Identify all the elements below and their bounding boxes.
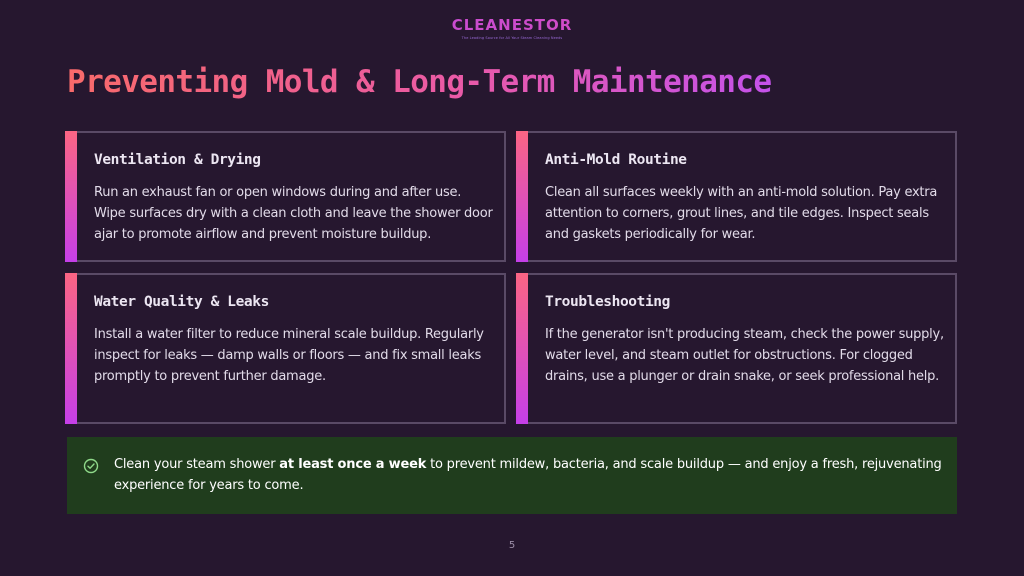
card-accent-bar	[516, 131, 528, 262]
card-ventilation	[65, 131, 506, 262]
card-accent-bar	[65, 131, 77, 262]
card-body: If the generator isn't producing steam, check the power supply, water level, and steam outlet for obstructions. For clogged drains, use a plunger or drain snake, or seek professional help.	[545, 327, 944, 384]
callout-emphasis: at least once a week	[279, 457, 427, 472]
tip-callout	[67, 437, 957, 514]
card-title: Anti-Mold Routine	[545, 152, 687, 168]
card-accent-bar	[516, 273, 528, 424]
card-title: Troubleshooting	[545, 294, 670, 310]
card-body: Run an exhaust fan or open windows during and after use. Wipe surfaces dry with a clean cloth and leave the shower door ajar to promote airflow and prevent moisture buildup.	[94, 185, 493, 242]
card-body: Install a water filter to reduce mineral scale buildup. Regularly inspect for leaks — damp walls or floors — and fix small leaks promptly to prevent further damage.	[94, 327, 484, 384]
brand-logo	[0, 16, 1024, 40]
card-title: Water Quality & Leaks	[94, 294, 269, 310]
callout-text	[114, 454, 947, 496]
check-circle-icon	[83, 458, 99, 474]
card-troubleshooting	[516, 273, 957, 424]
callout-text-lead: Clean your steam shower	[114, 457, 280, 472]
card-water-quality	[65, 273, 506, 424]
card-body: Clean all surfaces weekly with an anti-mold solution. Pay extra attention to corners, grout lines, and tile edges. Inspect seals and gaskets periodically for wear.	[545, 185, 938, 242]
slide-title: Preventing Mold & Long-Term Maintenance	[67, 64, 772, 100]
callout-text-tail: to prevent mildew, bacteria, and scale buildup — and enjoy a fresh, rejuvenating experience for years to come.	[114, 457, 942, 493]
logo-tagline: The Leading Source for All Your Steam Cleaning Needs	[461, 36, 563, 40]
logo-wordmark: CLEANESTOR	[0, 16, 1024, 34]
card-accent-bar	[65, 273, 77, 424]
card-anti-mold	[516, 131, 957, 262]
page-number: 5	[508, 540, 516, 551]
card-title: Ventilation & Drying	[94, 152, 261, 168]
